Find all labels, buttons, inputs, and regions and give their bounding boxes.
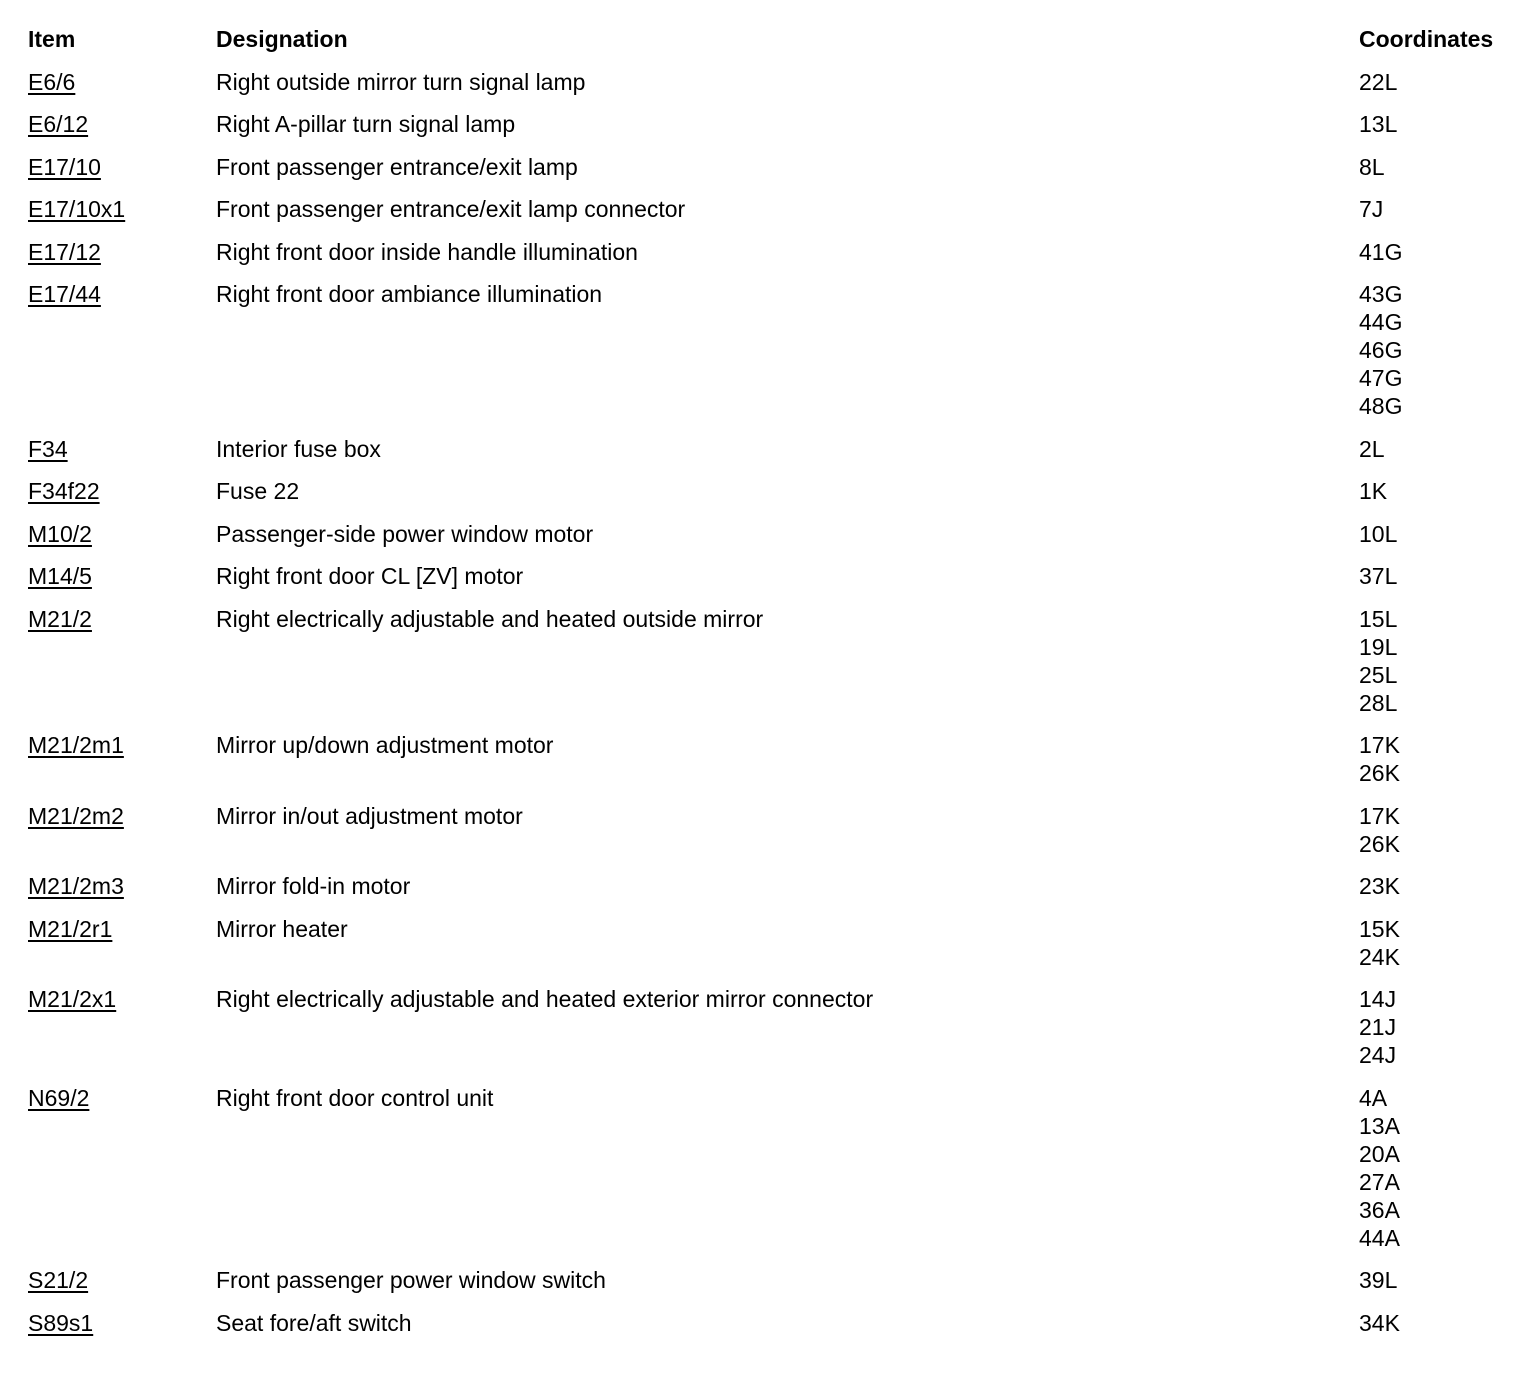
- coordinate-value: 21J: [1359, 1014, 1397, 1040]
- coordinate-value: 46G: [1359, 337, 1403, 363]
- designation-text: Right front door inside handle illumination: [216, 239, 638, 265]
- coordinates-cell: [1359, 731, 1400, 787]
- coordinate-value: 26K: [1359, 831, 1400, 857]
- designation-text: Right electrically adjustable and heated outside mirror: [216, 606, 764, 632]
- item-link[interactable]: M21/2x1: [28, 986, 117, 1012]
- coordinates-cell: [1359, 802, 1400, 858]
- item-link[interactable]: E17/44: [28, 281, 101, 307]
- item-column-header: Item: [28, 26, 76, 52]
- coordinate-value: 17K: [1359, 803, 1400, 829]
- item-link[interactable]: S21/2: [28, 1267, 89, 1293]
- coordinate-value: 37L: [1359, 563, 1398, 589]
- coordinates-cell: [1359, 68, 1397, 96]
- designation-text: Fuse 22: [216, 478, 300, 504]
- coordinate-value: 23K: [1359, 873, 1400, 899]
- designation-text: Front passenger power window switch: [216, 1267, 606, 1293]
- designation-text: Mirror heater: [216, 916, 348, 942]
- designation-text: Mirror fold-in motor: [216, 873, 411, 899]
- designation-text: Mirror up/down adjustment motor: [216, 732, 554, 758]
- coordinates-cell: [1359, 195, 1383, 223]
- coordinates-cell: [1359, 435, 1385, 463]
- coordinates-cell: [1359, 562, 1397, 590]
- coordinate-value: 13L: [1359, 111, 1398, 137]
- coordinate-value: 47G: [1359, 365, 1403, 391]
- coordinates-cell: [1359, 1309, 1400, 1337]
- coordinate-value: 25L: [1359, 662, 1398, 688]
- coordinate-value: 17K: [1359, 732, 1400, 758]
- coordinates-cell: [1359, 1084, 1400, 1252]
- coordinate-value: 14J: [1359, 986, 1397, 1012]
- coordinates-cell: [1359, 238, 1402, 266]
- coordinate-value: 26K: [1359, 760, 1400, 786]
- designation-text: Right front door CL [ZV] motor: [216, 563, 524, 589]
- designation-text: Interior fuse box: [216, 436, 381, 462]
- coordinate-value: 8L: [1359, 154, 1385, 180]
- coordinate-value: 44A: [1359, 1225, 1400, 1251]
- item-link[interactable]: M21/2m1: [28, 732, 124, 758]
- designation-text: Mirror in/out adjustment motor: [216, 803, 523, 829]
- item-link[interactable]: M21/2m2: [28, 803, 124, 829]
- coordinates-cell: [1359, 153, 1385, 181]
- item-link[interactable]: N69/2: [28, 1085, 90, 1111]
- item-link[interactable]: M10/2: [28, 521, 92, 547]
- coordinate-value: 39L: [1359, 1267, 1398, 1293]
- designation-text: Right outside mirror turn signal lamp: [216, 69, 586, 95]
- item-link[interactable]: E17/12: [28, 239, 101, 265]
- coordinate-value: 15K: [1359, 916, 1400, 942]
- item-link[interactable]: E17/10: [28, 154, 101, 180]
- coordinates-cell: [1359, 915, 1400, 971]
- item-link[interactable]: F34: [28, 436, 68, 462]
- designation-text: Right front door ambiance illumination: [216, 281, 603, 307]
- designation-text: Front passenger entrance/exit lamp connector: [216, 196, 686, 222]
- coordinate-value: 43G: [1359, 281, 1403, 307]
- designation-text: Right electrically adjustable and heated exterior mirror connector: [216, 986, 874, 1012]
- coordinate-value: 24J: [1359, 1042, 1397, 1068]
- coordinate-value: 41G: [1359, 239, 1403, 265]
- item-link[interactable]: E6/12: [28, 111, 89, 137]
- designation-text: Passenger-side power window motor: [216, 521, 594, 547]
- coordinates-cell: [1359, 1266, 1397, 1294]
- coordinate-value: 44G: [1359, 309, 1403, 335]
- coordinate-value: 27A: [1359, 1169, 1400, 1195]
- item-link[interactable]: E6/6: [28, 69, 76, 95]
- coordinate-value: 1K: [1359, 478, 1388, 504]
- coordinate-value: 20A: [1359, 1141, 1400, 1167]
- item-link[interactable]: M21/2r1: [28, 916, 113, 942]
- coordinate-value: 34K: [1359, 1310, 1400, 1336]
- coordinate-value: 48G: [1359, 393, 1403, 419]
- designation-column-header: Designation: [216, 26, 348, 52]
- coordinate-value: 36A: [1359, 1197, 1400, 1223]
- coordinate-value: 4A: [1359, 1085, 1388, 1111]
- designation-text: Seat fore/aft switch: [216, 1310, 412, 1336]
- coordinate-value: 19L: [1359, 634, 1398, 660]
- coordinate-value: 22L: [1359, 69, 1398, 95]
- coordinates-cell: [1359, 605, 1397, 717]
- coordinates-column-header: Coordinates: [1359, 26, 1494, 52]
- designation-text: Front passenger entrance/exit lamp: [216, 154, 578, 180]
- coordinate-value: 13A: [1359, 1113, 1400, 1139]
- coordinates-cell: [1359, 280, 1402, 420]
- coordinate-value: 24K: [1359, 944, 1400, 970]
- coordinates-cell: [1359, 985, 1396, 1069]
- designation-text: Right A-pillar turn signal lamp: [216, 111, 516, 137]
- coordinates-cell: [1359, 477, 1387, 505]
- item-link[interactable]: F34f22: [28, 478, 100, 504]
- item-link[interactable]: E17/10x1: [28, 196, 126, 222]
- coordinate-value: 2L: [1359, 436, 1385, 462]
- item-link[interactable]: S89s1: [28, 1310, 94, 1336]
- coordinate-value: 10L: [1359, 521, 1398, 547]
- coordinate-value: 15L: [1359, 606, 1398, 632]
- coordinates-cell: [1359, 520, 1397, 548]
- item-link[interactable]: M21/2m3: [28, 873, 124, 899]
- coordinate-value: 28L: [1359, 690, 1398, 716]
- item-link[interactable]: M21/2: [28, 606, 92, 632]
- item-link[interactable]: M14/5: [28, 563, 92, 589]
- designation-text: Right front door control unit: [216, 1085, 494, 1111]
- coordinate-value: 7J: [1359, 196, 1384, 222]
- coordinates-cell: [1359, 110, 1397, 138]
- coordinates-cell: [1359, 872, 1400, 900]
